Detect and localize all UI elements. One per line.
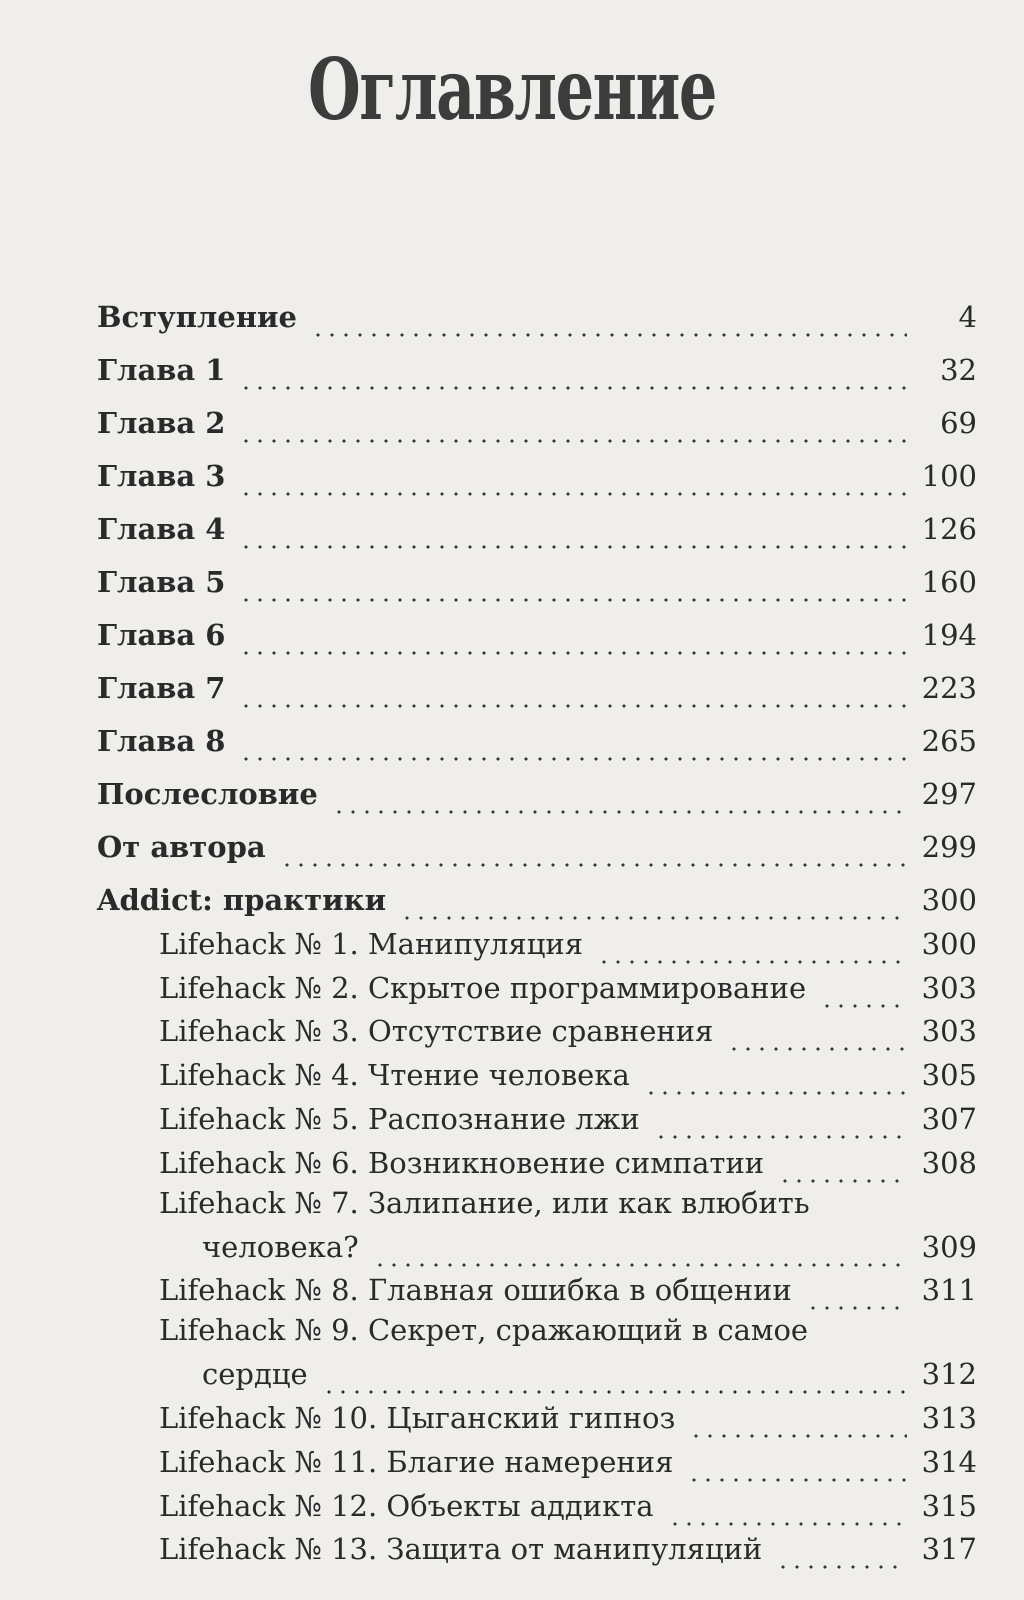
toc-entry-label: От автора: [97, 830, 266, 864]
dot-leader: [239, 520, 907, 551]
toc-entry-label: Глава 5: [97, 565, 226, 599]
dot-leader: [654, 1110, 907, 1141]
toc-entry-label: Lifehack № 9. Секрет, сражающий в самое: [159, 1313, 809, 1348]
toc-page-number: 32: [940, 353, 977, 387]
dot-leader: [778, 1154, 907, 1185]
toc-entry-label-continuation: человека?: [202, 1229, 359, 1264]
toc-entry-label: Lifehack № 10. Цыганский гипноз: [159, 1400, 676, 1435]
toc-entry-continuation: [202, 1352, 977, 1396]
toc-section: [97, 657, 977, 710]
toc-entry: [159, 922, 977, 966]
toc-page-number: 307: [921, 1101, 977, 1136]
toc-page-number: 300: [921, 883, 977, 917]
dot-leader: [239, 626, 907, 657]
toc-entry-label: Lifehack № 3. Отсутствие сравнения: [159, 1014, 714, 1049]
toc-page-number: 297: [921, 777, 977, 811]
toc-page-number: 303: [921, 1014, 977, 1049]
toc-entry: [159, 1312, 977, 1352]
toc-section: [97, 498, 977, 551]
dot-leader: [689, 1409, 907, 1440]
dot-leader: [727, 1022, 907, 1053]
toc-section: [97, 286, 977, 339]
toc-section: [97, 816, 977, 869]
dot-leader: [644, 1066, 907, 1097]
dot-leader: [239, 361, 907, 392]
dot-leader: [311, 308, 907, 339]
toc-entry: [159, 1185, 977, 1225]
toc-entry-label: Lifehack № 8. Главная ошибка в общении: [159, 1273, 792, 1308]
toc-entry-label: Глава 2: [97, 406, 226, 440]
toc-entry-label: Lifehack № 1. Манипуляция: [159, 926, 583, 961]
toc-entry-label: Lifehack № 6. Возникновение симпатии: [159, 1145, 765, 1180]
dot-leader: [239, 573, 907, 604]
toc-entry: [159, 1528, 977, 1572]
toc-page-number: 303: [921, 970, 977, 1005]
toc-page-number: 69: [940, 406, 977, 440]
toc-page-number: 305: [921, 1058, 977, 1093]
toc-page-number: 311: [921, 1273, 977, 1308]
dot-leader: [820, 979, 907, 1010]
toc-page-number: 299: [921, 830, 977, 864]
toc-entry: [159, 1396, 977, 1440]
toc-entry-label: Lifehack № 13. Защита от манипуляций: [159, 1532, 763, 1567]
toc-entry: [159, 1484, 977, 1528]
toc-page-number: 314: [921, 1444, 977, 1479]
toc-page-number: 126: [921, 512, 977, 546]
toc-entry-label: Глава 7: [97, 671, 226, 705]
dot-leader: [322, 1365, 907, 1396]
toc-page-number: 100: [921, 459, 977, 493]
dot-leader: [400, 891, 907, 922]
toc-entry-label: Lifehack № 11. Благие намерения: [159, 1444, 674, 1479]
toc-section: [97, 551, 977, 604]
dot-leader: [280, 838, 907, 869]
toc-entry-label: Глава 4: [97, 512, 226, 546]
toc-entry-label: Глава 3: [97, 459, 226, 493]
toc-section: [97, 339, 977, 392]
toc-page-number: 317: [921, 1532, 977, 1567]
toc-entry-label: Вступление: [97, 300, 298, 334]
toc-entry-label-continuation: сердце: [202, 1357, 308, 1392]
toc-entry-label: Lifehack № 5. Распознание лжи: [159, 1101, 640, 1136]
toc-section: [97, 763, 977, 816]
dot-leader: [239, 467, 907, 498]
toc-entry-label: Глава 8: [97, 724, 226, 758]
toc-section: [97, 604, 977, 657]
toc-page-number: 194: [921, 618, 977, 652]
toc-entry: [159, 966, 977, 1010]
toc-entry-label: Глава 1: [97, 353, 226, 387]
toc-page-number: 265: [921, 724, 977, 758]
toc-entry: [159, 1053, 977, 1097]
toc-page-number: 309: [921, 1229, 977, 1264]
toc-entry-label: Глава 6: [97, 618, 226, 652]
toc-entry: [159, 1440, 977, 1484]
toc-section: [97, 392, 977, 445]
toc-entry-label: Addict: практики: [97, 883, 387, 917]
dot-leader: [239, 414, 907, 445]
toc-entry-label: Lifehack № 7. Залипание, или как влюбить: [159, 1185, 810, 1220]
dot-leader: [776, 1540, 907, 1571]
toc-section: [97, 445, 977, 498]
toc-entry: [159, 1141, 977, 1185]
toc-page-number: 312: [921, 1357, 977, 1392]
dot-leader: [332, 785, 907, 816]
dot-leader: [239, 732, 907, 763]
dot-leader: [597, 935, 907, 966]
page-title: Оглавление: [308, 40, 716, 139]
toc-page-number: 308: [921, 1145, 977, 1180]
toc-entry: [159, 1269, 977, 1313]
toc-entry-label: Lifehack № 2. Скрытое программирование: [159, 970, 807, 1005]
toc-page-number: 313: [921, 1400, 977, 1435]
dot-leader: [806, 1281, 907, 1312]
toc-entry-continuation: [202, 1225, 977, 1269]
toc-entry: [159, 1010, 977, 1054]
dot-leader: [373, 1238, 907, 1269]
toc-entry: [159, 1097, 977, 1141]
dot-leader: [687, 1453, 907, 1484]
toc-section: [97, 710, 977, 763]
toc-entry-label: Lifehack № 4. Чтение человека: [159, 1058, 630, 1093]
toc-section: [97, 869, 977, 922]
toc-page-number: 4: [958, 300, 977, 334]
toc-entry-label: Lifehack № 12. Объекты аддикта: [159, 1488, 654, 1523]
dot-leader: [239, 679, 907, 710]
toc-page-number: 300: [921, 926, 977, 961]
dot-leader: [668, 1497, 907, 1528]
toc-page-number: 315: [921, 1488, 977, 1523]
toc-page-number: 223: [921, 671, 977, 705]
toc-entry-label: Послесловие: [97, 777, 318, 811]
table-of-contents: [97, 286, 977, 1571]
toc-page-number: 160: [921, 565, 977, 599]
